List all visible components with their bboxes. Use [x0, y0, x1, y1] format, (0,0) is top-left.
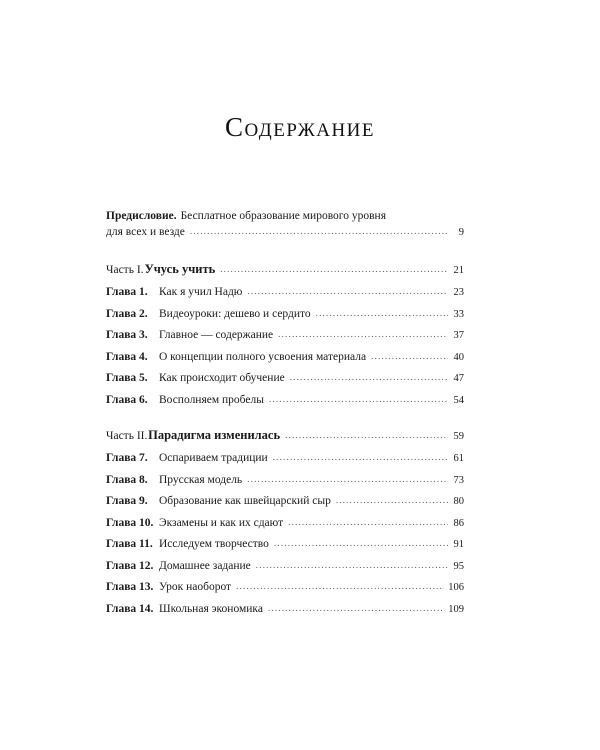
toc-entry[interactable] [106, 282, 464, 304]
page-number: 91 [453, 539, 464, 550]
chapter-title: Видеоуроки: дешево и сердито [159, 307, 311, 320]
toc-entry[interactable] [106, 513, 464, 535]
dot-leader [236, 576, 444, 598]
dot-leader [290, 367, 448, 389]
toc-part-1 [106, 258, 464, 411]
toc-entry[interactable] [106, 491, 464, 513]
chapter-label: Глава 13. [106, 581, 154, 593]
part-label: Часть II. [106, 430, 148, 442]
page-number: 33 [453, 308, 464, 320]
preface-line2 [106, 224, 464, 240]
chapter-title: Прусская модель [159, 473, 243, 486]
dot-leader [273, 447, 448, 469]
toc-entry[interactable] [106, 325, 464, 347]
part-title: Парадигма изменилась [148, 428, 281, 442]
part-heading[interactable] [106, 258, 464, 280]
dot-leader [278, 324, 448, 346]
chapter-label: Глава 8. [106, 473, 148, 486]
toc-entry[interactable] [106, 304, 464, 326]
page-number: 61 [453, 453, 464, 464]
toc-entry[interactable] [106, 368, 464, 390]
preface-label: Предисловие. [106, 210, 177, 222]
chapter-label: Глава 14. [106, 602, 154, 615]
page-number: 109 [448, 603, 464, 615]
dot-leader [288, 512, 448, 534]
preface-text-line1: Бесплатное образование мирового уровня [180, 210, 386, 222]
chapter-label: Глава 4. [106, 350, 148, 363]
chapter-label: Глава 9. [106, 495, 148, 507]
chapter-label: Глава 1. [106, 286, 148, 298]
chapter-label: Глава 12. [106, 559, 154, 572]
toc-entry[interactable] [106, 556, 464, 578]
dot-leader [247, 469, 448, 491]
chapter-label: Глава 6. [106, 393, 148, 406]
preface-line1 [106, 208, 464, 224]
chapter-label: Глава 2. [106, 307, 148, 320]
page-number: 54 [453, 394, 464, 406]
page-number: 80 [453, 496, 464, 507]
part-label: Часть I. [106, 264, 144, 276]
toc-entry[interactable] [106, 599, 464, 621]
toc-entry[interactable] [106, 390, 464, 412]
toc-entry[interactable] [106, 577, 464, 599]
toc-entry[interactable] [106, 470, 464, 492]
chapter-label: Глава 10. [106, 516, 154, 529]
dot-leader [247, 281, 448, 303]
page-number: 40 [453, 351, 464, 363]
page-number: 9 [458, 227, 464, 238]
dot-leader [220, 258, 448, 280]
chapter-title: Экзамены и как их сдают [159, 516, 284, 529]
chapter-title: Исследуем творчество [159, 538, 269, 550]
chapter-title: Урок наоборот [159, 581, 232, 593]
chapter-title: Школьная экономика [159, 602, 263, 615]
chapter-label: Глава 3. [106, 329, 148, 341]
dot-leader [336, 490, 448, 512]
chapter-title: Домашнее задание [159, 559, 251, 572]
page-number: 73 [453, 474, 464, 486]
page-title: Содержание [224, 112, 376, 142]
dot-leader [274, 533, 448, 555]
dot-leader [268, 598, 444, 620]
page-number: 47 [453, 373, 464, 384]
page-number: 86 [453, 517, 464, 529]
page-number: 23 [453, 287, 464, 298]
page-number: 21 [453, 265, 464, 276]
chapter-title: Образование как швейцарский сыр [159, 495, 331, 507]
chapter-label: Глава 11. [106, 538, 153, 550]
chapter-label: Глава 5. [106, 372, 148, 384]
chapter-title: Как я учил Надю [159, 286, 243, 298]
toc-preface[interactable] [106, 208, 464, 240]
dot-leader [256, 555, 448, 577]
page-number: 106 [448, 582, 464, 593]
toc-part-2 [106, 424, 464, 620]
chapter-title: Как происходит обучение [159, 372, 285, 384]
dot-leader [316, 303, 448, 325]
dot-leader [269, 389, 448, 411]
page-number: 37 [453, 330, 464, 341]
chapter-title: О концепции полного усвоения материала [159, 350, 367, 363]
part-heading[interactable] [106, 424, 464, 446]
chapter-title: Восполняем пробелы [159, 393, 264, 406]
page-number: 59 [453, 431, 464, 442]
toc-entry[interactable] [106, 448, 464, 470]
part-title: Учусь учить [144, 262, 216, 276]
toc-entry[interactable] [106, 347, 464, 369]
chapter-label: Глава 7. [106, 452, 148, 464]
toc-entry[interactable] [106, 534, 464, 556]
preface-text-line2: для всех и везде [106, 226, 185, 238]
page-number: 95 [453, 560, 464, 572]
chapter-title: Оспариваем традиции [159, 452, 268, 464]
dot-leader [285, 424, 448, 446]
chapter-title: Главное — содержание [159, 329, 274, 341]
dot-leader [190, 223, 448, 239]
dot-leader [371, 346, 448, 368]
